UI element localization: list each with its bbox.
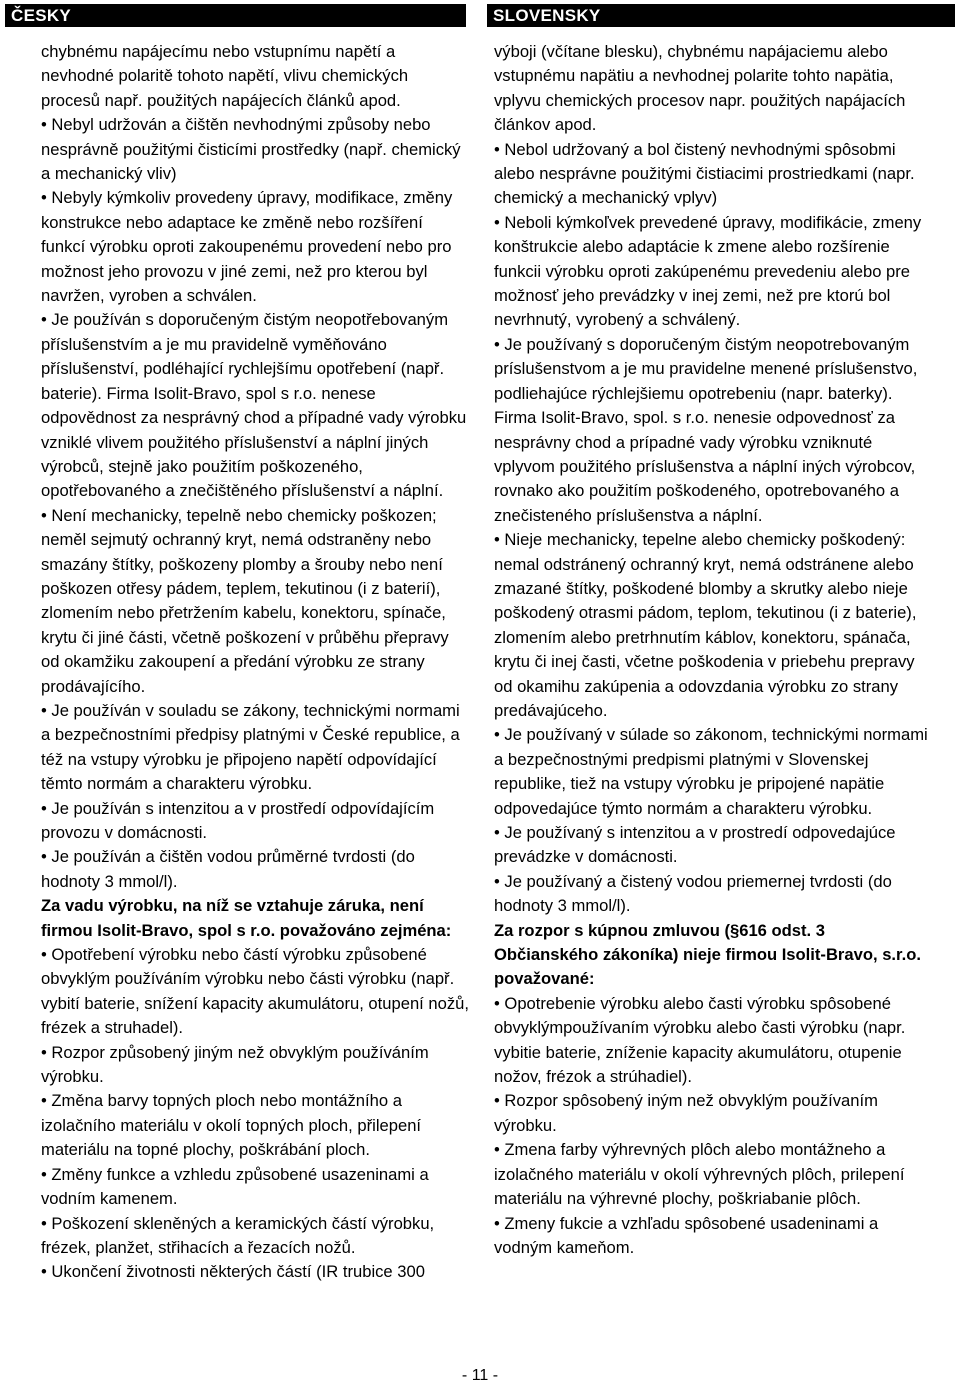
- czech-paragraph: chybnému napájecímu nebo vstupnímu napětí a nevhodné polaritě tohoto napětí, vlivu chemických procesů např. použitých napájecích článků apod.: [41, 42, 409, 110]
- page-number: - 11 -: [461, 1367, 499, 1384]
- slovak-paragraph: Za rozpor s kúpnou zmluvou (§616 odst. 3 Občianského zákoníka) nieje firmou Isolit-Bravo, s.r.o. považované:: [494, 920, 921, 989]
- slovak-paragraph: • Neboli kýmkoľvek prevedené úpravy, modifikácie, zmeny konštrukcie alebo adaptácie k zmene alebo rozšírenie funkcii výrobku oproti zakúpenému prevedeniu alebo pre možnosť jeho prevádzky v inej zemi, než pre ktorú bol nevrhnutý, vyrobený a schválený.: [494, 212, 922, 330]
- slovak-paragraph: • Je používaný s intenzitou a v prostredí odpovedajúce prevádzke v domácnosti.: [494, 823, 896, 867]
- czech-paragraph: konstrukce nebo adaptace ke změně nebo rozšíření funkcí výrobku oproti zakoupenému provedení nebo pro možnost jeho provozu v jiné zemi, než pro kterou byl navržen, vyroben a schválen.: [41, 212, 452, 306]
- slovak-paragraph: • Rozpor spôsobený iným než obvyklým používaním výrobku.: [494, 1091, 878, 1135]
- czech-paragraph: • Opotřebení výrobku nebo částí výrobku způsobené obvyklým používáním výrobku nebo části výrobku (např. vybití baterie, snížení kapacity akumulátoru, otupení nožů, frézek a struhadel).: [41, 945, 469, 1038]
- czech-column: [41, 40, 469, 1285]
- slovak-paragraph: • Zmeny fukcie a vzhľadu spôsobené usadeninami a vodným kameňom.: [494, 1213, 879, 1257]
- czech-paragraph: • Ukončení životnosti některých částí (IR trubice 300: [41, 1262, 425, 1282]
- slovak-paragraph: • Nieje mechanicky, tepelne alebo chemicky poškodený: nemal odstránený ochranný kryt, nemá odstránene alebo zmazané štítky, poškodené blomby a skrutky alebo nieje poškodený otrasmi pádom, teplom, tekutinou (i z baterie), zlomením alebo pretrhnutím káblov, konektoru, spánača, krytu či inej časti, včetne poškodenia v priebehu prepravy od okamihu zakúpenia a odovzdania výrobku zo strany predávajúceho.: [494, 530, 917, 720]
- czech-paragraph: • Je používán a čištěn vodou průměrné tvrdosti (do hodnoty 3 mmol/l).: [41, 847, 415, 891]
- slovak-paragraph: • Zmena farby výhrevných plôch alebo montážneho a izolačného materiálu v okolí výhrevných plôch, prilepení materiálu na výhrevné plochy, poškriabanie plôch.: [494, 1140, 905, 1209]
- czech-paragraph: • Nebyly kýmkoliv provedeny úpravy, modifikace, změny: [41, 188, 453, 208]
- czech-paragraph: • Poškození skleněných a keramických částí výrobku, frézek, planžet, střihacích a řezacích nožů.: [41, 1213, 435, 1257]
- czech-paragraph: • Rozpor způsobený jiným než obvyklým používáním výrobku.: [41, 1042, 429, 1087]
- slovak-paragraph: • Je používaný a čistený vodou priemernej tvrdosti (do hodnoty 3 mmol/l).: [494, 871, 892, 916]
- slovak-paragraph: výboji (včítane blesku), chybnému napájaciemu alebo vstupnému napätiu a nevhodnej polarite tohto napätia, vplyvu chemických procesov napr. použitých napájacích článkov apod.: [494, 42, 906, 135]
- czech-paragraph: • Je používán v souladu se zákony, technickými normami a bezpečnostními předpisy platnými v České republice, a též na vstupy výrobku je připojeno napětí odpovídající těmto normám a charakteru výrobku.: [41, 700, 460, 794]
- slovak-paragraph: • Je používaný s doporučeným čistým neopotrebovaným príslušenstvom a je mu pravidelne menené príslušenstvo, podliehajúce rýchlejšiemu opotrebeniu (napr. baterky). Firma Isolit-Bravo, spol. s r.o. nenesie odpovednosť za nesprávny chod a prípadné vady výrobku vzniknuté vplyvom použitého príslušenstva a náplní iných výrobcov, rovnako ako použitím poškodeného, opotrebovaného a znečisteného príslušenstva a náplní.: [494, 334, 918, 525]
- slovak-column: [494, 40, 932, 1260]
- czech-paragraph: Za vadu výrobku, na níž se vztahuje záruka, není firmou Isolit-Bravo, spol s r.o. považováno zejména:: [41, 896, 452, 940]
- slovak-paragraph: • Je používaný v súlade so zákonom, technickými normami a bezpečnostnými predpismi platnými v Slovenskej republike, tiež na vstupy výrobku je pripojené napätie odpovedajúce týmto normám a charakteru výrobku.: [494, 725, 928, 818]
- czech-paragraph: • Není mechanicky, tepelně nebo chemicky poškozen; neměl sejmutý ochranný kryt, nemá odstraněny nebo smazány štítky, poškozeny plomby a šrouby nebo není poškozen otřesy pádem, teplem, tekutinou (i z baterií), zlomením nebo přetržením kabelu, konektoru, spínače, krytu či jiné části, včetně poškození v průběhu přepravy od okamžiku zakoupení a předání výrobku ze strany prodávajícího.: [41, 505, 449, 696]
- section-header-czech: ČESKY: [5, 4, 466, 27]
- czech-paragraph: • Změna barvy topných ploch nebo montážního a izolačního materiálu v okolí topných ploch, přilepení materiálu na topné plochy, poškrábání ploch.: [41, 1091, 422, 1160]
- czech-paragraph: • Je používán s intenzitou a v prostředí odpovídajícím provozu v domácnosti.: [41, 798, 435, 842]
- czech-paragraph: • Nebyl udržován a čištěn nevhodnými způsoby nebo nesprávně použitými čisticími prostředky (např. chemický a mechanický vliv): [41, 115, 461, 184]
- slovak-paragraph: • Opotrebenie výrobku alebo časti výrobku spôsobené obvyklýmpoužívaním výrobku alebo časti výrobku (napr. vybitie baterie, zníženie kapacity akumulátoru, otupenie nožov, frézok a strúhadiel).: [494, 993, 906, 1087]
- czech-paragraph: • Změny funkce a vzhledu způsobené usazeninami a vodním kamenem.: [41, 1164, 429, 1209]
- czech-paragraph: • Je používán s doporučeným čistým neopotřebovaným příslušenstvím a je mu pravidelně vyměňováno příslušenství, podléhající rychlejšímu opotřebení (např. baterie). Firma Isolit-Bravo, spol s r.o. nenese odpovědnost za nesprávný chod a případné vady výrobku vzniklé vlivem použitého příslušenství a náplní jiných výrobců, stejně jako použitím poškozeného, opotřebovaného a znečištěného příslušenství a náplní.: [41, 310, 467, 501]
- slovak-paragraph: • Nebol udržovaný a bol čistený nevhodnými spôsobmi alebo nesprávne použitými čistiacimi prostriedkami (napr. chemický a mechanický vplyv): [494, 139, 915, 208]
- section-header-slovak: SLOVENSKY: [487, 4, 955, 27]
